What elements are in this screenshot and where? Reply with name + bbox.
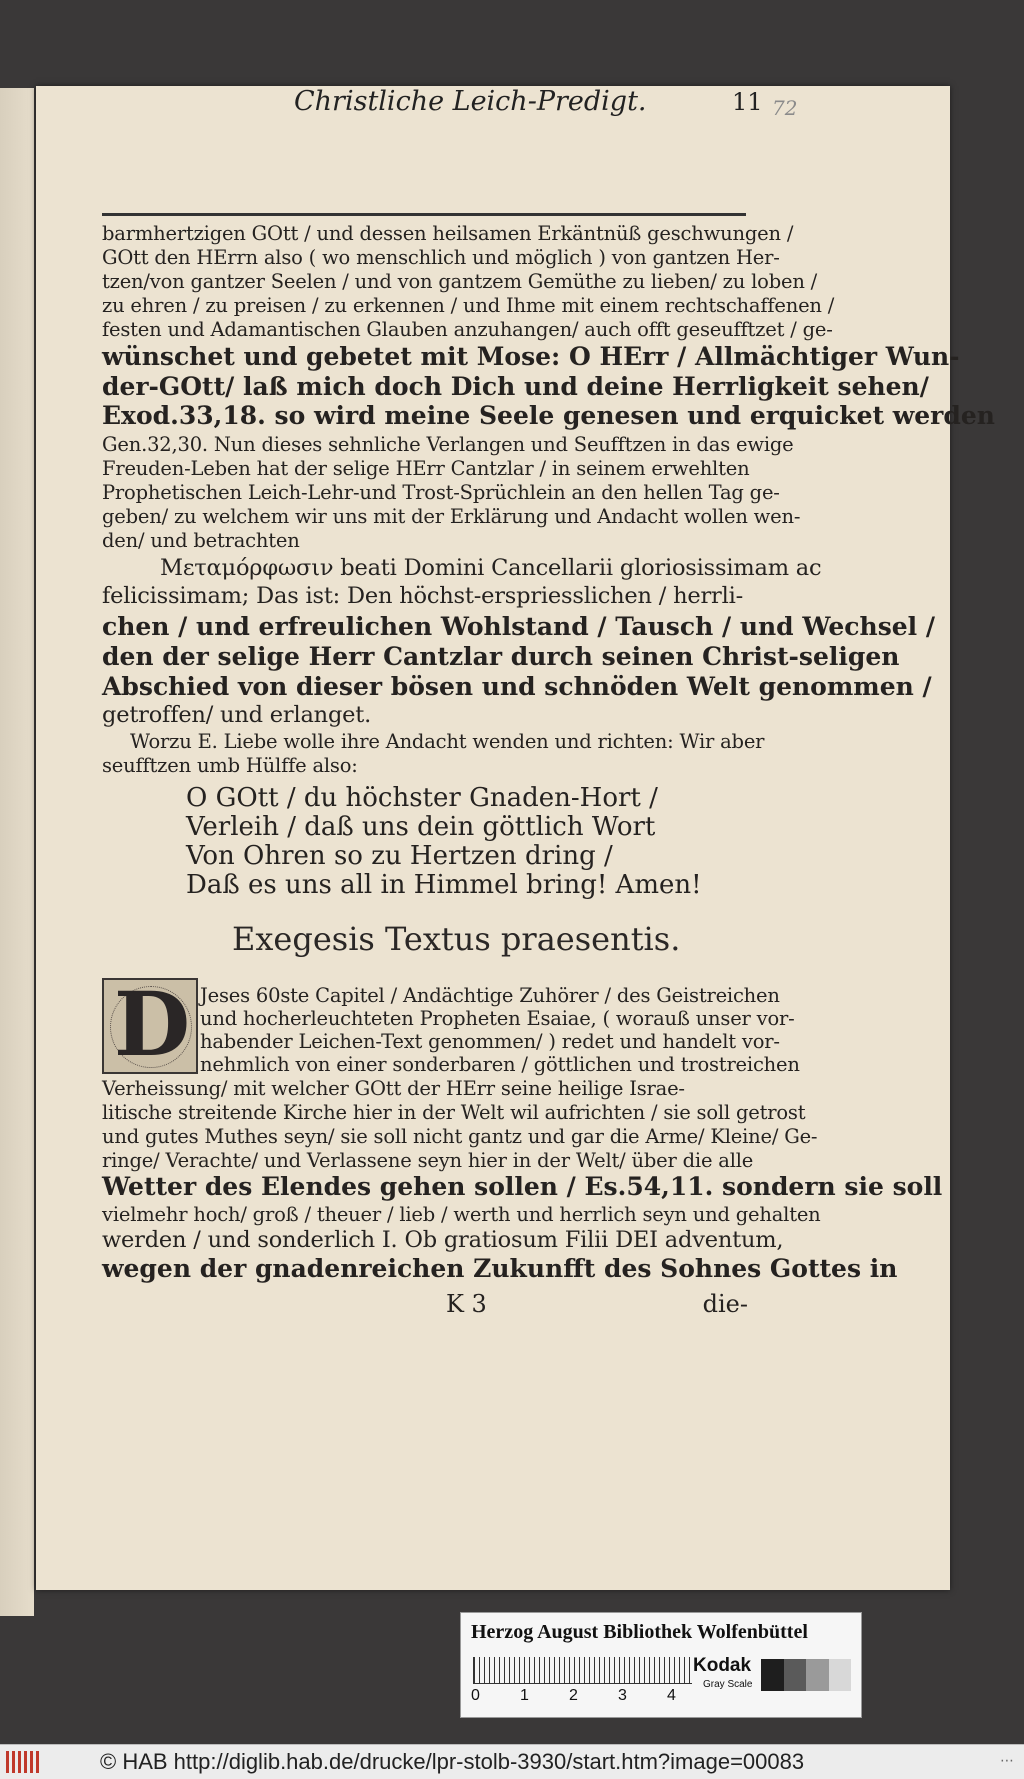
image-url[interactable]: © HAB http://diglib.hab.de/drucke/lpr-stolb-3930/start.htm?image=00083 <box>100 1749 805 1774</box>
text-line: festen und Adamantischen Glauben anzuhangen/ auch offt geseufftzet / ge- <box>102 318 833 341</box>
page-header <box>64 86 798 122</box>
viewer-status-bar <box>0 1744 1024 1779</box>
signature-mark: K 3 <box>446 1290 487 1318</box>
text-line: getroffen/ und erlanget. <box>102 702 372 728</box>
gray-swatch <box>761 1659 784 1691</box>
text-line: wegen der gnadenreichen Zukunfft des Sohnes Gottes in <box>102 1254 898 1283</box>
text-line: GOtt den HErrn also ( wo menschlich und möglich ) von gantzen Her- <box>102 246 780 269</box>
text-line: Freuden-Leben hat der selige HErr Cantzlar / in seinem erwehlten <box>102 457 750 480</box>
text-line: Jeses 60ste Capitel / Andächtige Zuhörer / des Geistreichen <box>200 984 780 1007</box>
header-rule <box>102 213 746 216</box>
text-line: tzen/von gantzer Seelen / und von gantzem Gemüthe zu lieben/ zu loben / <box>102 270 818 293</box>
text-line: Exod.33,18. so wird meine Seele genesen und erquicket werden <box>102 401 995 430</box>
text-line: den der selige Herr Cantzlar durch seinen Christ-seligen <box>102 642 900 671</box>
text-line: der-GOtt/ laß mich doch Dich und deine Herrligkeit sehen/ <box>102 372 929 401</box>
text-line: geben/ zu welchem wir uns mit der Erklärung und Andacht wollen wen- <box>102 505 801 528</box>
ornamental-initial <box>102 972 198 1076</box>
text-line: Wetter des Elendes gehen sollen / Es.54,11. sondern sie soll <box>102 1172 943 1201</box>
text-line: vielmehr hoch/ groß / theuer / lieb / werth und herrlich seyn und gehalten <box>102 1203 821 1226</box>
color-reference-card <box>460 1612 862 1718</box>
text-line: seufftzen umb Hülffe also: <box>102 754 358 777</box>
text-line: felicissimam; Das ist: Den höchst-erspriesslichen / herrli- <box>102 583 743 609</box>
text-line: den/ und betrachten <box>102 529 300 552</box>
text-line: wünschet und gebetet mit Mose: O HErr / Allmächtiger Wun- <box>102 342 960 371</box>
text-line: chen / und erfreulichen Wohlstand / Tausch / und Wechsel / <box>102 612 936 641</box>
text-line: werden / und sonderlich I. Ob gratiosum Filii DEI adventum, <box>102 1227 784 1253</box>
running-title: Christliche Leich-Predigt. <box>294 86 647 117</box>
text-line: Verheissung/ mit welcher GOtt der HErr seine heilige Israe- <box>102 1077 685 1100</box>
facing-page-edge <box>0 88 34 1616</box>
text-line: Abschied von dieser bösen und schnöden Welt genommen / <box>102 672 932 701</box>
ruler-number: 0 <box>471 1687 480 1704</box>
hab-logo-icon <box>6 1751 42 1773</box>
initial-letter: D <box>113 972 191 1076</box>
gray-scale-label: Gray Scale <box>703 1679 753 1690</box>
text-line: zu ehren / zu preisen / zu erkennen / und Ihme mit einem rechtschaffenen / <box>102 294 835 317</box>
text-line: und gutes Muthes seyn/ sie soll nicht gantz und gar die Arme/ Kleine/ Ge- <box>102 1125 818 1148</box>
text-line: Prophetischen Leich-Lehr-und Trost-Sprüchlein an den hellen Tag ge- <box>102 481 780 504</box>
text-line: und hocherleuchteten Propheten Esaiae, ( worauß unser vor- <box>200 1007 795 1030</box>
text-line: litische streitende Kirche hier in der Welt wil aufrichten / sie soll getrost <box>102 1101 806 1124</box>
prayer-verse <box>186 784 702 900</box>
verse-line: Verleih / daß uns dein göttlich Wort <box>186 812 656 842</box>
kodak-logo: Kodak <box>693 1655 752 1676</box>
text-line: ringe/ Verachte/ und Verlassene seyn hier in der Welt/ über die alle <box>102 1149 754 1172</box>
institution-name: Herzog August Bibliothek Wolfenbüttel <box>471 1621 808 1643</box>
text-line: nehmlich von einer sonderbaren / göttlichen und trostreichen <box>200 1053 800 1076</box>
text-line: habender Leichen-Text genommen/ ) redet und handelt vor- <box>200 1030 780 1053</box>
gray-swatch <box>829 1659 852 1691</box>
verse-line: O GOtt / du höchster Gnaden-Hort / <box>186 783 658 813</box>
margin-note: 72 <box>772 96 798 120</box>
text-line: Worzu E. Liebe wolle ihre Andacht wenden und richten: Wir aber <box>130 730 765 753</box>
text-line: barmhertzigen GOtt / und dessen heilsamen Erkäntnüß geschwungen / <box>102 222 794 245</box>
verse-line: Daß es uns all in Himmel bring! Amen! <box>186 870 702 900</box>
ruler-number: 4 <box>667 1687 676 1704</box>
page-footer <box>102 1290 748 1320</box>
gray-swatch <box>784 1659 807 1691</box>
page-number: 11 <box>732 88 763 116</box>
gray-swatches <box>761 1659 851 1691</box>
ruler-number: 2 <box>569 1687 578 1704</box>
ruler-number: 1 <box>520 1687 529 1704</box>
ruler-number: 3 <box>618 1687 627 1704</box>
verse-line: Von Ohren so zu Hertzen dring / <box>186 841 613 871</box>
text-line: Μεταμόρφωσιν beati Domini Cancellarii gloriosissimam ac <box>160 555 822 581</box>
gray-swatch <box>806 1659 829 1691</box>
more-options-icon[interactable]: ⋯ <box>1000 1753 1014 1769</box>
ruler-scale <box>473 1657 692 1684</box>
text-line: Gen.32,30. Nun dieses sehnliche Verlangen und Seufftzen in das ewige <box>102 433 794 456</box>
section-heading: Exegesis Textus praesentis. <box>232 920 681 958</box>
catchword: die- <box>702 1290 748 1318</box>
